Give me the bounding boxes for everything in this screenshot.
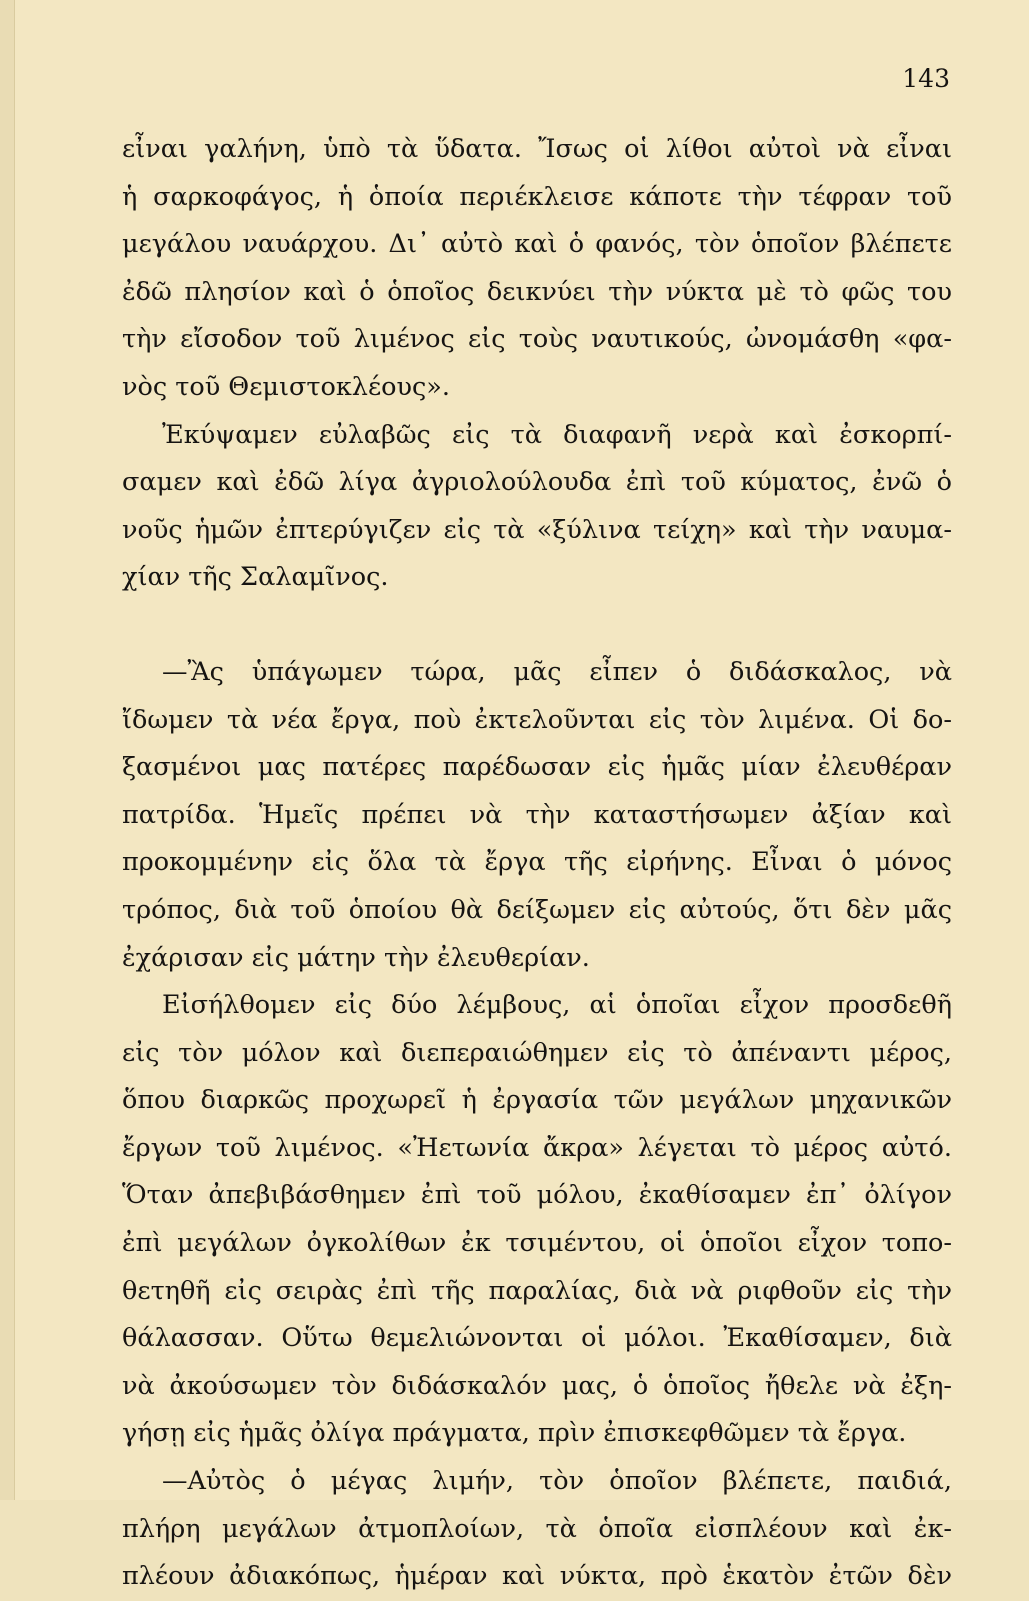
text-line: ἐδῶ πλησίον καὶ ὁ ὁποῖος δεικνύει τὴν νύκτα μὲ τὸ φῶς του (122, 276, 952, 307)
text-line: Ἐκύψαμεν εὐλαβῶς εἰς τὰ διαφανῆ νερὰ καὶ ἐσκορπί- (162, 419, 952, 450)
text-line: γήσῃ εἰς ἡμᾶς ὀλίγα πράγματα, πρὶν ἐπισκεφθῶμεν τὰ ἔργα. (122, 1418, 907, 1449)
text-line: προκομμένην εἰς ὅλα τὰ ἔργα τῆς εἰρήνης. Εἶναι ὁ μόνος (122, 847, 952, 878)
text-line: πλέουν ἀδιακόπως, ἡμέραν καὶ νύκτα, πρὸ ἑκατὸν ἐτῶν δὲν (122, 1561, 952, 1592)
text-line: ἐχάρισαν εἰς μάτην τὴν ἐλευθερίαν. (122, 942, 590, 973)
paragraph-spacer (122, 602, 952, 649)
paragraph (122, 1458, 952, 1601)
text-line: νὰ ἀκούσωμεν τὸν διδάσκαλόν μας, ὁ ὁποῖος ἤθελε νὰ ἐξη- (122, 1370, 952, 1401)
text-line: ἐπὶ μεγάλων ὀγκολίθων ἐκ τσιμέντου, οἱ ὁποῖοι εἶχον τοπο- (122, 1228, 952, 1259)
text-line: ἔργων τοῦ λιμένος. «Ἠετωνία ἄκρα» λέγεται τὸ μέρος αὐτό. (122, 1132, 952, 1163)
text-line: Ὅταν ἀπεβιβάσθημεν ἐπὶ τοῦ μόλου, ἐκαθίσαμεν ἐπ᾽ ὀλίγον (122, 1180, 952, 1211)
text-line: τὴν εἴσοδον τοῦ λιμένος εἰς τοὺς ναυτικούς, ὠνομάσθη «φα- (122, 324, 952, 355)
text-line: νοῦς ἡμῶν ἐπτερύγιζεν εἰς τὰ «ξύλινα τείχη» καὶ τὴν ναυμα- (122, 514, 952, 545)
text-line: πατρίδα. Ἡμεῖς πρέπει νὰ τὴν καταστήσωμεν ἀξίαν καὶ (122, 799, 952, 830)
paragraph (122, 982, 952, 1458)
paragraph (122, 412, 952, 602)
text-line: τρόπος, διὰ τοῦ ὁποίου θὰ δείξωμεν εἰς αὐτούς, ὅτι δὲν μᾶς (122, 894, 952, 925)
text-line: εἶναι γαλήνη, ὑπὸ τὰ ὕδατα. Ἴσως οἱ λίθοι αὐτοὶ νὰ εἶναι (122, 134, 952, 164)
text-line: θετηθῆ εἰς σειρὰς ἐπὶ τῆς παραλίας, διὰ νὰ ριφθοῦν εἰς τὴν (122, 1275, 952, 1306)
text-line: Εἰσήλθομεν εἰς δύο λέμβους, αἱ ὁποῖαι εἶχον προσδεθῆ (162, 990, 952, 1021)
text-line: μεγάλου ναυάρχου. Δι᾽ αὐτὸ καὶ ὁ φανός, τὸν ὁποῖον βλέπετε (122, 229, 952, 260)
text-line: σαμεν καὶ ἐδῶ λίγα ἀγριολούλουδα ἐπὶ τοῦ κύματος, ἐνῶ ὁ (122, 467, 952, 498)
text-line: χίαν τῆς Σαλαμῖνος. (122, 562, 389, 593)
body-text (122, 126, 952, 1601)
text-line: θάλασσαν. Οὕτω θεμελιώνονται οἱ μόλοι. Ἐκαθίσαμεν, διὰ (122, 1323, 952, 1354)
page-edge (0, 0, 15, 1500)
text-line: —Ἂς ὑπάγωμεν τώρα, μᾶς εἶπεν ὁ διδάσκαλος, νὰ (162, 656, 952, 687)
text-line: νὸς τοῦ Θεμιστοκλέους». (122, 371, 451, 402)
page-number: 143 (902, 64, 950, 93)
text-line: ἴδωμεν τὰ νέα ἔργα, ποὺ ἐκτελοῦνται εἰς τὸν λιμένα. Οἱ δο- (122, 704, 952, 735)
paragraph (122, 649, 952, 982)
text-line: πλήρη μεγάλων ἀτμοπλοίων, τὰ ὁποῖα εἰσπλέουν καὶ ἐκ- (122, 1513, 952, 1544)
text-line: ὅπου διαρκῶς προχωρεῖ ἡ ἐργασία τῶν μεγάλων μηχανικῶν (122, 1085, 952, 1116)
paragraph (122, 126, 952, 412)
text-line: εἰς τὸν μόλον καὶ διεπεραιώθημεν εἰς τὸ ἀπέναντι μέρος, (122, 1037, 952, 1068)
text-line: ξασμένοι μας πατέρες παρέδωσαν εἰς ἡμᾶς μίαν ἐλευθέραν (122, 752, 952, 783)
text-line: —Αὐτὸς ὁ μέγας λιμήν, τὸν ὁποῖον βλέπετε, παιδιά, (162, 1466, 952, 1497)
text-line: ἡ σαρκοφάγος, ἡ ὁποία περιέκλεισε κάποτε τὴν τέφραν τοῦ (122, 181, 952, 212)
